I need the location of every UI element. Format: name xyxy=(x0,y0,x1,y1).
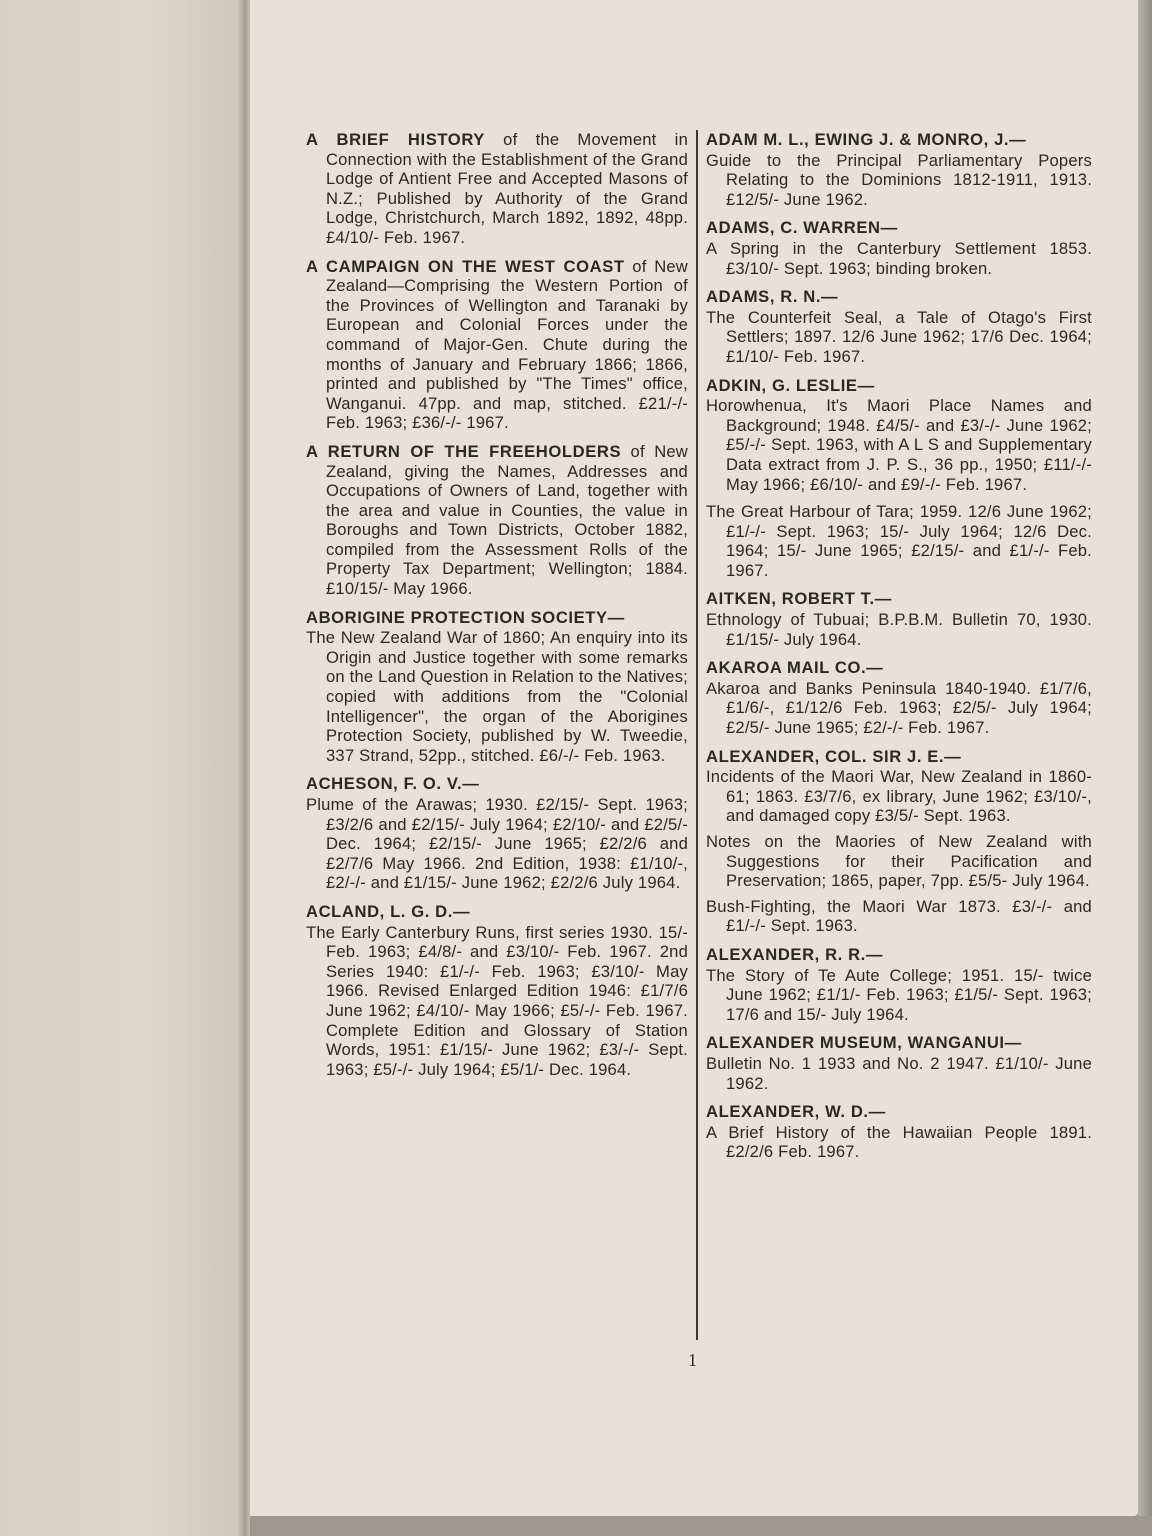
entry-text: of the Movement in Connection with the Establishment of the Grand Lodge of Antient Free and Accepted Masons of N.Z.; Published by Authority of the Grand Lodge, Christchurch, March 1892, 1892, 48pp. £4/10/- Feb. 1967. xyxy=(326,130,688,247)
entry-text: Notes on the Maories of New Zealand with Suggestions for their Pacification and Preservation; 1865, paper, 7pp. £5/5- July 1964. xyxy=(706,832,1092,891)
left-column xyxy=(306,130,688,1088)
catalogue-entry xyxy=(706,945,1092,1024)
column-divider xyxy=(696,130,698,1340)
catalogue-entry xyxy=(706,1102,1092,1162)
catalogue-entry xyxy=(306,257,688,433)
entry-text: of New Zealand—Comprising the Western Portion of the Provinces of Wellington and Taranaki by European and Colonial Forces under the command of Major-Gen. Chute during the months of January and February 1866; 1866, printed and published by "The Times" office, Wanganui. 47pp. and map, stitched. £21/-/- Feb. 1963; £36/-/- 1967. xyxy=(326,256,688,433)
entry-text: The Great Harbour of Tara; 1959. 12/6 June 1962; £1/-/- Sept. 1963; 15/- July 1964; 12/6 Dec. 1964; 15/- June 1965; £2/15/- and £1/-/- Feb. 1967. xyxy=(706,502,1092,580)
page-number: 1 xyxy=(688,1350,697,1370)
entry-heading: ADKIN, G. LESLIE— xyxy=(706,375,875,395)
entry-text: The Early Canterbury Runs, first series 1930. 15/- Feb. 1963; £4/8/- and £3/10/- Feb. 1967. 2nd Series 1940: £1/-/- Feb. 1963; £3/10/- May 1966. Revised Enlarged Edition 1946: £1/7/6 June 1962; £4/10/- May 1966; £5/-/- Feb. 1967. Complete Edition and Glossary of Station Words, 1951: £1/15/- June 1962; £3/-/- Sept. 1963; £5/-/- July 1964; £5/1/- Dec. 1964. xyxy=(306,922,688,1079)
catalogue-entry xyxy=(306,608,688,766)
catalogue-entry xyxy=(706,1033,1092,1093)
entry-heading: ALEXANDER, COL. SIR J. E.— xyxy=(706,746,962,766)
entry-heading: ACHESON, F. O. V.— xyxy=(306,774,480,794)
entry-heading: ALEXANDER MUSEUM, WANGANUI— xyxy=(706,1033,1022,1053)
catalogue-entry xyxy=(706,747,1092,936)
entry-heading: A BRIEF HISTORY xyxy=(306,130,485,149)
entry-heading: AKAROA MAIL CO.— xyxy=(706,658,884,678)
entry-text: The Counterfeit Seal, a Tale of Otago's First Settlers; 1897. 12/6 June 1962; 17/6 Dec. 1964; £1/10/- Feb. 1967. xyxy=(706,307,1092,366)
catalogue-entry xyxy=(706,130,1092,209)
entry-heading: ABORIGINE PROTECTION SOCIETY— xyxy=(306,607,625,627)
entry-heading: ACLAND, L. G. D.— xyxy=(306,901,471,921)
catalogue-entry xyxy=(306,442,688,599)
entry-heading: ADAMS, C. WARREN— xyxy=(706,218,898,238)
entry-text: Horowhenua, It's Maori Place Names and Background; 1948. £4/5/- and £3/-/- June 1962; £5/-/- Sept. 1963, with A L S and Supplementary Data extract from J. P. S., 36 pp., 1950; £11/-/- May 1966; £6/10/- and £9/-/- Feb. 1967. xyxy=(706,396,1092,494)
catalogue-entry xyxy=(706,218,1092,278)
catalogue-entry xyxy=(706,376,1092,581)
catalogue-entry xyxy=(306,130,688,248)
catalogue-entry xyxy=(306,774,688,893)
entry-text: The New Zealand War of 1860; An enquiry into its Origin and Justice together with some remarks on the Land Question in Relation to the Natives; copied with additions from the "Colonial Intelligencer", the organ of the Aborigines Protection Society, published by W. Tweedie, 337 Strand, 52pp., stitched. £6/-/- Feb. 1963. xyxy=(306,628,688,765)
entry-heading: ALEXANDER, R. R.— xyxy=(706,944,884,964)
entry-text: Guide to the Principal Parliamentary Popers Relating to the Dominions 1812-1911, 1913. £12/5/- June 1962. xyxy=(706,150,1092,209)
entry-text: Plume of the Arawas; 1930. £2/15/- Sept. 1963; £3/2/6 and £2/15/- July 1964; £2/10/- and £2/5/- Dec. 1964; £2/15/- June 1965; £2/2/6 and £2/7/6 May 1966. 2nd Edition, 1938: £1/10/-, £2/-/- and £1/15/- June 1962; £2/2/6 July 1964. xyxy=(306,795,688,893)
entry-text: of New Zealand, giving the Names, Addresses and Occupations of Owners of Land, together with the area and value in Counties, the value in Boroughs and Town Districts, October 1882, compiled from the Assessment Rolls of the Property Tax Department; Wellington; 1884. £10/15/- May 1966. xyxy=(326,441,688,599)
entry-text: Bush-Fighting, the Maori War 1873. £3/-/- and £1/-/- Sept. 1963. xyxy=(706,896,1092,936)
entry-heading: ALEXANDER, W. D.— xyxy=(706,1102,886,1122)
facing-page xyxy=(0,0,246,1536)
entry-heading: ADAMS, R. N.— xyxy=(706,287,839,307)
entry-heading: A RETURN OF THE FREEHOLDERS xyxy=(306,441,622,461)
entry-heading: ADAM M. L., EWING J. & MONRO, J.— xyxy=(706,130,1027,149)
entry-text: A Brief History of the Hawaiian People 1891. £2/2/6 Feb. 1967. xyxy=(706,1122,1092,1162)
entry-text: Akaroa and Banks Peninsula 1840-1940. £1/7/6, £1/6/-, £1/12/6 Feb. 1963; £2/5/- July 1964; £2/5/- June 1965; £2/-/- Feb. 1967. xyxy=(706,678,1092,738)
entry-text: Ethnology of Tubuai; B.P.B.M. Bulletin 70, 1930. £1/15/- July 1964. xyxy=(706,610,1092,649)
entry-text: The Story of Te Aute College; 1951. 15/- twice June 1962; £1/1/- Feb. 1963; £1/5/- Sept. 1963; 17/6 and 15/- July 1964. xyxy=(706,965,1092,1024)
catalogue-entry xyxy=(306,902,688,1079)
page-bottom-edge xyxy=(250,1516,1152,1536)
catalogue-entry xyxy=(706,589,1092,649)
entry-text: Incidents of the Maori War, New Zealand in 1860-61; 1863. £3/7/6, ex library, June 1962; £3/10/-, and damaged copy £3/5/- Sept. 1963. xyxy=(706,767,1092,826)
entry-heading: AITKEN, ROBERT T.— xyxy=(706,589,892,609)
entry-heading: A CAMPAIGN ON THE WEST COAST xyxy=(306,256,625,276)
entry-text: Bulletin No. 1 1933 and No. 2 1947. £1/10/- June 1962. xyxy=(706,1053,1092,1093)
catalogue-entry xyxy=(706,287,1092,366)
page-edge xyxy=(1138,0,1152,1536)
right-column xyxy=(706,130,1092,1171)
catalogue-entry xyxy=(706,658,1092,737)
entry-text: A Spring in the Canterbury Settlement 1853. £3/10/- Sept. 1963; binding broken. xyxy=(706,238,1092,278)
